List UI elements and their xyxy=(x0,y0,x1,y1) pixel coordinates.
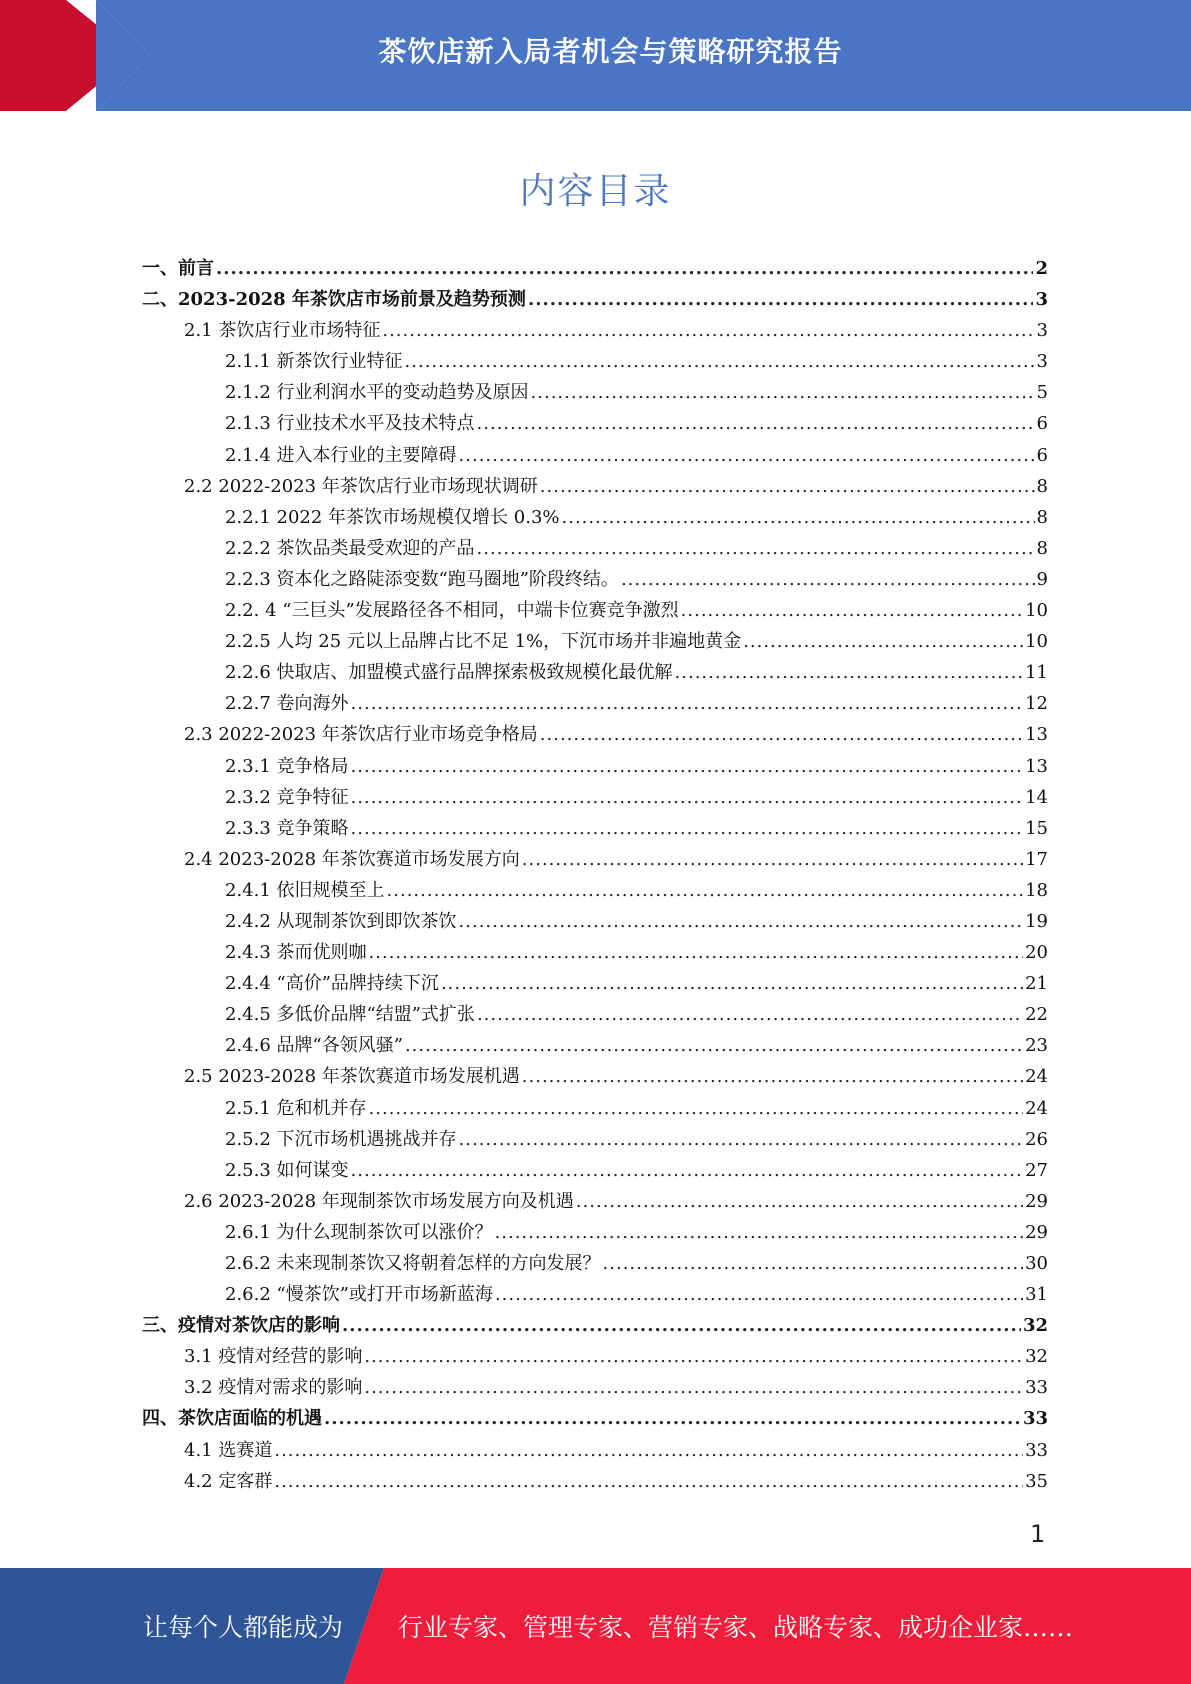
toc-entry-text: 2.5.2 下沉市场机遇挑战并存 xyxy=(225,1128,457,1150)
toc-entry[interactable] xyxy=(142,1186,1048,1217)
toc-entry[interactable] xyxy=(142,1279,1048,1310)
toc-dot-leader xyxy=(522,844,1023,875)
toc-dot-leader xyxy=(495,1217,1024,1248)
toc-entry-page: 19 xyxy=(1025,910,1048,932)
toc-entry-text: 2.2.3 资本化之路陡添变数“跑马圈地”阶段终结。 xyxy=(225,568,619,590)
toc-entry[interactable] xyxy=(142,875,1048,906)
toc-entry[interactable] xyxy=(142,377,1048,408)
toc-entry[interactable] xyxy=(142,844,1048,875)
toc-dot-leader xyxy=(382,315,1034,346)
toc-dot-leader xyxy=(351,688,1024,719)
toc-entry[interactable] xyxy=(142,1466,1048,1497)
toc-dot-leader xyxy=(351,813,1024,844)
toc-entry[interactable] xyxy=(142,408,1048,439)
toc-entry-text: 4.2 定客群 xyxy=(184,1470,273,1492)
toc-entry-page: 3 xyxy=(1036,320,1048,342)
toc-entry[interactable] xyxy=(142,284,1048,315)
toc-entry[interactable] xyxy=(142,471,1048,502)
toc-dot-leader xyxy=(531,377,1035,408)
toc-entry-page: 24 xyxy=(1025,1097,1048,1119)
page-number: 1 xyxy=(1030,1520,1046,1548)
toc-dot-leader xyxy=(369,937,1024,968)
toc-entry[interactable] xyxy=(142,688,1048,719)
toc-entry-text: 2.4.2 从现制茶饮到即饮茶饮 xyxy=(225,910,457,932)
toc-entry-page: 32 xyxy=(1025,1346,1048,1368)
toc-entry-page: 15 xyxy=(1025,817,1048,839)
toc-entry-text: 2.2. 4 “三巨头”发展路径各不相同，中端卡位赛竞争激烈 xyxy=(225,600,679,622)
toc-entry-text: 2.2.2 茶饮品类最受欢迎的产品 xyxy=(225,537,475,559)
toc-entry[interactable] xyxy=(142,346,1048,377)
toc-entry[interactable] xyxy=(142,253,1048,284)
toc-entry[interactable] xyxy=(142,782,1048,813)
toc-entry[interactable] xyxy=(142,626,1048,657)
toc-dot-leader xyxy=(522,1061,1023,1092)
toc-entry-text: 2.4.5 多低价品牌“结盟”式扩张 xyxy=(225,1004,475,1026)
toc-entry-page: 35 xyxy=(1025,1470,1048,1492)
toc-entry[interactable] xyxy=(142,502,1048,533)
toc-dot-leader xyxy=(576,1186,1023,1217)
toc-entry-text: 三、疫情对茶饮店的影响 xyxy=(142,1315,340,1337)
report-title: 茶饮店新入局者机会与策略研究报告 xyxy=(378,35,843,68)
toc-entry-page: 33 xyxy=(1025,1377,1048,1399)
toc-entry-page: 17 xyxy=(1025,848,1048,870)
toc-dot-leader xyxy=(459,440,1035,471)
toc-entry-page: 33 xyxy=(1022,1408,1048,1430)
toc-entry[interactable] xyxy=(142,1435,1048,1466)
toc-entry[interactable] xyxy=(142,1093,1048,1124)
toc-dot-leader xyxy=(274,1466,1023,1497)
toc-entry[interactable] xyxy=(142,719,1048,750)
toc-entry-page: 22 xyxy=(1025,1004,1048,1026)
toc-entry-page: 29 xyxy=(1025,1190,1048,1212)
toc-entry-page: 14 xyxy=(1025,786,1048,808)
toc-entry[interactable] xyxy=(142,1341,1048,1372)
toc-entry-text: 2.5.3 如何谋变 xyxy=(225,1159,349,1181)
toc-entry-page: 32 xyxy=(1022,1315,1048,1337)
toc-entry-text: 2.1.3 行业技术水平及技术特点 xyxy=(225,413,475,435)
toc-dot-leader xyxy=(621,564,1035,595)
toc-dot-leader xyxy=(351,1155,1024,1186)
toc-entry-page: 9 xyxy=(1036,568,1048,590)
toc-entry-text: 2.3.1 竞争格局 xyxy=(225,755,349,777)
table-of-contents xyxy=(142,253,1048,1497)
toc-entry-page: 18 xyxy=(1025,879,1048,901)
toc-entry-page: 24 xyxy=(1025,1066,1048,1088)
toc-dot-leader xyxy=(351,751,1024,782)
toc-dot-leader xyxy=(540,719,1023,750)
toc-dot-leader xyxy=(387,875,1024,906)
toc-title: 内容目录 xyxy=(519,171,672,212)
toc-entry-page: 8 xyxy=(1036,506,1048,528)
header-band xyxy=(0,0,1191,111)
toc-entry-page: 10 xyxy=(1025,631,1048,653)
toc-entry-text: 四、茶饮店面临的机遇 xyxy=(142,1408,322,1430)
toc-entry-page: 3 xyxy=(1035,289,1048,311)
toc-dot-leader xyxy=(351,782,1024,813)
toc-entry[interactable] xyxy=(142,1030,1048,1061)
toc-dot-leader xyxy=(459,1124,1024,1155)
toc-entry-text: 2.4.6 品牌“各领风骚” xyxy=(225,1035,403,1057)
toc-entry-page: 30 xyxy=(1025,1253,1048,1274)
toc-entry-text: 2.1 茶饮店行业市场特征 xyxy=(184,320,381,342)
toc-entry[interactable] xyxy=(142,315,1048,346)
toc-entry-text: 2.2.1 2022 年茶饮市场规模仅增长 0.3% xyxy=(225,506,560,528)
toc-entry-text: 2.3.2 竞争特征 xyxy=(225,786,349,808)
toc-entry[interactable] xyxy=(142,906,1048,937)
toc-dot-leader xyxy=(603,1248,1024,1279)
toc-entry[interactable] xyxy=(142,533,1048,564)
toc-entry-text: 2.5 2023-2028 年茶饮赛道市场发展机遇 xyxy=(184,1066,520,1088)
toc-dot-leader xyxy=(364,1341,1023,1372)
toc-dot-leader xyxy=(405,1030,1023,1061)
toc-dot-leader xyxy=(495,1279,1023,1310)
toc-entry[interactable] xyxy=(142,595,1048,626)
toc-entry[interactable] xyxy=(142,1248,1048,1279)
toc-dot-leader xyxy=(441,968,1023,999)
toc-dot-leader xyxy=(681,595,1023,626)
toc-entry-text: 二、2023-2028 年茶饮店市场前景及趋势预测 xyxy=(142,289,526,311)
toc-dot-leader xyxy=(540,471,1035,502)
toc-entry[interactable] xyxy=(142,813,1048,844)
toc-entry-page: 29 xyxy=(1025,1221,1048,1243)
toc-dot-leader xyxy=(274,1435,1023,1466)
toc-entry-page: 10 xyxy=(1025,600,1048,622)
toc-entry[interactable] xyxy=(142,1217,1048,1248)
toc-entry-page: 6 xyxy=(1036,444,1048,466)
toc-dot-leader xyxy=(216,253,1033,284)
toc-entry[interactable] xyxy=(142,440,1048,471)
footer-slogan-left: 让每个人都能成为 xyxy=(143,1613,344,1642)
toc-entry-page: 13 xyxy=(1025,755,1048,777)
toc-entry-text: 一、前言 xyxy=(142,258,214,279)
toc-dot-leader xyxy=(324,1403,1021,1434)
toc-dot-leader xyxy=(459,906,1024,937)
toc-entry-page: 23 xyxy=(1025,1035,1048,1057)
toc-dot-leader xyxy=(675,657,1024,688)
toc-entry-text: 2.6 2023-2028 年现制茶饮市场发展方向及机遇 xyxy=(184,1190,574,1212)
toc-entry-text: 2.1.1 新茶饮行业特征 xyxy=(225,351,403,373)
footer-band xyxy=(0,1568,1191,1684)
toc-entry-page: 12 xyxy=(1025,693,1048,715)
toc-dot-leader xyxy=(477,408,1035,439)
toc-entry-text: 2.6.2 “慢茶饮”或打开市场新蓝海 xyxy=(225,1284,493,1306)
toc-entry-page: 31 xyxy=(1025,1284,1048,1306)
toc-entry-text: 2.4.3 茶而优则咖 xyxy=(225,942,367,964)
toc-entry[interactable] xyxy=(142,937,1048,968)
toc-dot-leader xyxy=(743,626,1023,657)
toc-entry[interactable] xyxy=(142,1124,1048,1155)
toc-entry[interactable] xyxy=(142,1155,1048,1186)
toc-entry[interactable] xyxy=(142,999,1048,1030)
toc-entry-text: 2.2.7 卷向海外 xyxy=(225,693,349,715)
footer-slogan-right: 行业专家、管理专家、营销专家、战略专家、成功企业家…… xyxy=(398,1613,1074,1642)
toc-entry-page: 6 xyxy=(1036,413,1048,435)
toc-entry-text: 3.2 疫情对需求的影响 xyxy=(184,1377,363,1399)
toc-entry[interactable] xyxy=(142,1372,1048,1403)
toc-dot-leader xyxy=(369,1093,1024,1124)
toc-entry-text: 4.1 选赛道 xyxy=(184,1439,273,1461)
toc-entry-page: 26 xyxy=(1025,1128,1048,1150)
toc-dot-leader xyxy=(528,284,1034,315)
toc-entry[interactable] xyxy=(142,751,1048,782)
toc-entry-text: 3.1 疫情对经营的影响 xyxy=(184,1346,363,1368)
toc-dot-leader xyxy=(477,999,1023,1030)
toc-entry-page: 8 xyxy=(1036,475,1048,497)
toc-entry-text: 2.1.4 进入本行业的主要障碍 xyxy=(225,444,457,466)
toc-entry-text: 2.4 2023-2028 年茶饮赛道市场发展方向 xyxy=(184,848,520,870)
toc-dot-leader xyxy=(562,502,1035,533)
toc-entry-page: 2 xyxy=(1035,258,1048,279)
toc-dot-leader xyxy=(477,533,1035,564)
toc-dot-leader xyxy=(405,346,1035,377)
toc-entry-text: 2.6.2 未来现制茶饮又将朝着怎样的方向发展？ xyxy=(225,1253,601,1274)
toc-entry-page: 33 xyxy=(1025,1439,1048,1461)
toc-entry-page: 21 xyxy=(1025,973,1048,995)
toc-entry-page: 3 xyxy=(1036,351,1048,373)
toc-entry-text: 2.2 2022-2023 年茶饮店行业市场现状调研 xyxy=(184,475,538,497)
toc-entry-text: 2.4.1 依旧规模至上 xyxy=(225,879,385,901)
toc-entry[interactable] xyxy=(142,1310,1048,1341)
toc-entry-page: 11 xyxy=(1025,662,1048,684)
toc-entry-text: 2.6.1 为什么现制茶饮可以涨价？ xyxy=(225,1221,493,1243)
toc-dot-leader xyxy=(364,1372,1023,1403)
toc-entry[interactable] xyxy=(142,1061,1048,1092)
toc-entry-page: 20 xyxy=(1025,942,1048,964)
toc-entry-text: 2.1.2 行业利润水平的变动趋势及原因 xyxy=(225,382,529,404)
toc-entry[interactable] xyxy=(142,968,1048,999)
toc-entry-page: 8 xyxy=(1036,537,1048,559)
toc-entry-text: 2.3.3 竞争策略 xyxy=(225,817,349,839)
toc-entry-text: 2.5.1 危和机并存 xyxy=(225,1097,367,1119)
toc-entry-text: 2.4.4 “高价”品牌持续下沉 xyxy=(225,973,439,995)
toc-entry-page: 27 xyxy=(1025,1159,1048,1181)
toc-dot-leader xyxy=(342,1310,1021,1341)
toc-entry-page: 5 xyxy=(1036,382,1048,404)
toc-entry[interactable] xyxy=(142,657,1048,688)
toc-entry-text: 2.3 2022-2023 年茶饮店行业市场竞争格局 xyxy=(184,724,538,746)
toc-entry-page: 13 xyxy=(1025,724,1048,746)
toc-entry[interactable] xyxy=(142,1403,1048,1434)
toc-entry-text: 2.2.6 快取店、加盟模式盛行品牌探索极致规模化最优解 xyxy=(225,662,673,684)
toc-entry[interactable] xyxy=(142,564,1048,595)
toc-entry-text: 2.2.5 人均 25 元以上品牌占比不足 1%，下沉市场并非遍地黄金 xyxy=(225,631,742,653)
